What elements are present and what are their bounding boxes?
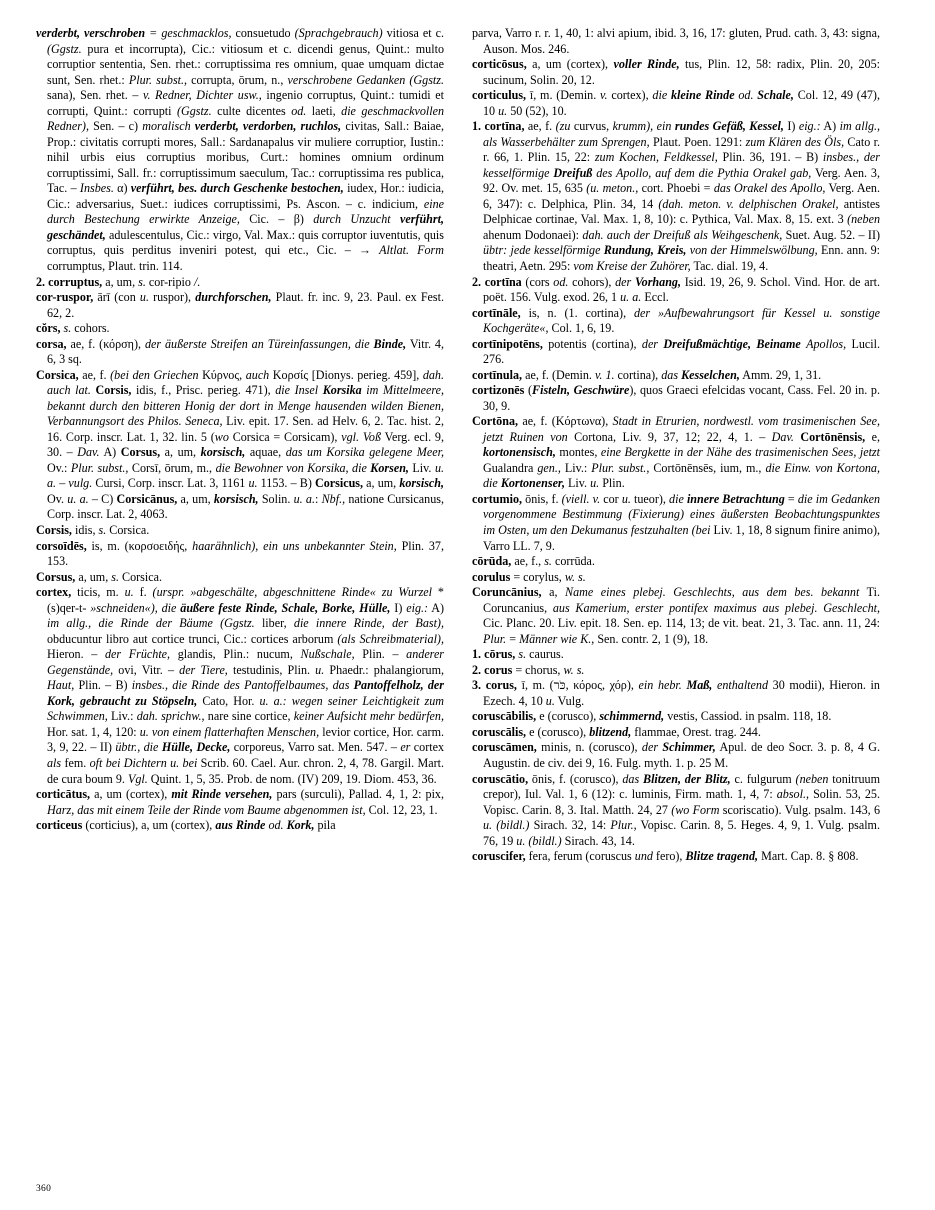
page-columns xyxy=(36,26,899,1161)
dictionary-entry: coruscālis, e (corusco), blitzend, flammae, Orest. trag. 244. xyxy=(472,724,761,739)
dictionary-entry: Cortōna, ae, f. (Κόρτωνα), Stadt in Etrurien, nordwestl. vom trasimenischen See, jetzt Ruinen von Cortona, Liv. 9, 37, 12; 22, 4, 1. – Dav. Cortōnēnsis, e, kortonensisch, montes, eine Bergkette in der Nähe des trasimenischen Sees, jetzt Gualandra gen., Liv.: Plur. subst., Cortōnēnsēs, ium, m., die Einw. von Kortona, die Kortonenser, Liv. u. Plin. xyxy=(472,414,881,491)
dictionary-entry: cortumio, ōnis, f. (viell. v. cor u. tueor), die innere Betrachtung = die im Gedanken vorgenommene Bestimmung (Fixierung) eines äußersten Beobachtungspunktes im Osten, um den Dekumanus festzuhalten (bei Liv. 1, 18, 8 signum finire animo), Varro LL. 7, 9. xyxy=(472,491,881,553)
dictionary-entry: coruscātio, ōnis, f. (corusco), das Blitzen, der Blitz, c. fulgurum (neben tonitruum crepor), Iul. Val. 1, 6 (12): c. luminis, Firm. math. 1, 4, 7: absol., Solin. 53, 25. Vopisc. Carin. 8, 3. Ital. Matth. 24, 27 (wo Form scoriscatio). Vulg. psalm. 143, 6 u. (bildl.) Sirach. 32, 14: Plur., Vopisc. Carin. 8, 5. Heges. 4, 9, 1. Vulg. psalm. 76, 19 u. (bildl.) Sirach. 43, 14. xyxy=(472,771,880,848)
page-number: 360 xyxy=(36,1184,52,1194)
dictionary-entry: coruscāmen, minis, n. (corusco), der Schimmer, Apul. de deo Socr. 3. p. 8, 4 G. Augustin. de civ. dei 9, 16. Fulg. myth. 1. p. 25 M. xyxy=(472,740,880,770)
dictionary-entry: 1. cōrus, s. caurus. xyxy=(472,647,564,662)
dictionary-entry: cortex, ticis, m. u. f. (urspr. »abgeschälte, abgeschnittene Rinde« zu Wurzel *(s)qer-t- »schneiden«), die äußere feste Rinde, Schale, Borke, Hülle, I) eig.: A) im allg., die Rinde der Bäume (Ggstz. liber, die innere Rinde, der Bast), obducuntur libro aut cortice trunci, Cic.: cortices arborum (als Schreibmaterial), Hieron. – der Früchte, glandis, Plin.: nucum, Nußschale, Plin. – anderer Gegenstände, ovi, Vitr. – der Tiere, testudinis, Plin. u. Phaedr.: phalangiorum, Haut, Plin. – B) insbes., die Rinde des Pantoffelbaumes, das Pantoffelholz, der Kork, gebraucht zu Stöpseln, Cato, Hor. u. a.: wegen seiner Leichtigkeit zum Schwimmen, Liv.: dah. sprichw., nare sine cortice, keiner Aufsicht mehr bedürfen, Hor. sat. 1, 4, 120: u. von einem flatterhaften Menschen, levior cortice, Hor. carm. 3, 9, 22. – II) übtr., die Hülle, Decke, corporeus, Varro sat. Men. 547. – er cortex als fem. oft bei Dichtern u. bei Scrib. 60. Cael. Aur. chron. 2, 4, 78. Gargil. Mart. de cura boum 9. Vgl. Quint. 1, 5, 35. Prob. de nom. (IV) 209, 19. Diom. 453, 36. xyxy=(36,585,445,786)
dictionary-entry: 2. corruptus, a, um, s. cor-ripio /. xyxy=(36,274,201,289)
dictionary-entry: corsoīdēs, is, m. (κορσοειδής, haarähnlich), ein uns unbekannter Stein, Plin. 37, 153. xyxy=(36,538,445,569)
dictionary-entry: cŏrs, s. cohors. xyxy=(36,321,110,336)
dictionary-entry: corulus = corylus, w. s. xyxy=(472,569,586,584)
dictionary-entry: coruscifer, fera, ferum (coruscus und fero), Blitze tragend, Mart. Cap. 8. § 808. xyxy=(472,849,859,864)
right-column xyxy=(472,26,880,865)
dictionary-entry: corticātus, a, um (cortex), mit Rinde versehen, pars (surculi), Pallad. 4, 1, 2: pix, Harz, das mit einem Teile der Rinde vom Baume abgenommen ist, Col. 12, 23, 1. xyxy=(36,787,444,817)
dictionary-entry: 2. corus = chorus, w. s. xyxy=(472,662,585,677)
dictionary-entry: Corsis, idis, s. Corsica. xyxy=(36,523,150,537)
dictionary-entry: corticeus (corticius), a, um (cortex), aus Rinde od. Kork, pila xyxy=(36,818,336,833)
dictionary-entry: cor-ruspor, ārī (con u. ruspor), durchforschen, Plaut. fr. inc. 9, 23. Paul. ex Fest. 62, 2. xyxy=(36,290,444,320)
dictionary-entry: cortīnipotēns, potentis (cortina), der Dreifußmächtige, Beiname Apollos, Lucil. 276. xyxy=(472,336,880,367)
dictionary-entry: cortīnula, ae, f. (Demin. v. 1. cortina), das Kesselchen, Amm. 29, 1, 31. xyxy=(472,367,822,382)
dictionary-entry: Corsica, ae, f. (bei den Griechen Κύρνος, auch Κορσίς [Dionys. perieg. 459], dah. auch lat. Corsis, idis, f., Prisc. perieg. 471), die Insel Korsika im Mittelmeere, bekannt durch den bitteren Honig der dort in Menge hausenden wilden Bienen, Verbannungsort des Philos. Seneca, Liv. epit. 17. Sen. ad Helv. 6, 2. Tac. hist. 2, 16. Corp. inscr. Lat. 1, 32. lin. 5 (wo Corsica = Corsicam), vgl. Voß Verg. ecl. 9, 30. – Dav. A) Corsus, a, um, korsisch, aquae, das um Korsika gelegene Meer, Ov.: Plur. subst., Corsī, ōrum, m., die Bewohner von Korsika, die Korsen, Liv. u. a. – vulg. Cursi, Corp. inscr. Lat. 3, 1161 u. 1153. – B) Corsicus, a, um, korsisch, Ov. u. a. – C) Corsicānus, a, um, korsisch, Solin. u. a.: Nbf., natione Cursicanus, Corp. inscr. Lat. 2, 4063. xyxy=(36,367,445,522)
dictionary-entry: Corsus, a, um, s. Corsica. xyxy=(36,569,162,584)
left-column xyxy=(36,26,444,834)
dictionary-entry: 2. cortīna (cors od. cohors), der Vorhang, Isid. 19, 26, 9. Schol. Vind. Hor. de art. poët. 156. Vulg. exod. 26, 1 u. a. Eccl. xyxy=(472,274,880,305)
dictionary-entry: parva, Varro r. r. 1, 40, 1: alvi apium, ibid. 3, 16, 17: gluten, Prud. cath. 3, 43: signa, Auson. Mos. 246. xyxy=(472,26,880,56)
dictionary-entry: corsa, ae, f. (κόρση), der äußerste Streifen an Türeinfassungen, die Binde, Vitr. 4, 6, 3 sq. xyxy=(36,336,444,367)
dictionary-entry: coruscābilis, e (corusco), schimmernd, vestis, Cassiod. in psalm. 118, 18. xyxy=(472,709,832,724)
dictionary-entry: 1. cortīna, ae, f. (zu curvus, krumm), ein rundes Gefäß, Kessel, I) eig.: A) im allg., als Wasserbehälter zum Sprengen, Plaut. Poen. 1291: zum Klären des Öls, Cato r. r. 66, 1. Plin. 15, 22: zum Kochen, Feldkessel, Plin. 36, 191. – B) insbes., der kesselförmige Dreifuß des Apollo, auf dem die Pythia Orakel gab, Verg. Aen. 3, 92. Ov. met. 15, 635 (u. meton., cort. Phoebi = das Orakel des Apollo, Verg. Aen. 6, 347): c. Delphica, Plin. 34, 14 (dah. meton. v. delphischen Orakel, antistes Delphicae cortinae, Val. Max. 1, 8, 10): c. Pythica, Val. Max. 8, 15. ext. 3 (neben ahenum Dodonaei): dah. auch der Dreifuß als Weihgeschenk, Suet. Aug. 52. – II) übtr: jede kesselförmige Rundung, Kreis, von der Himmelswölbung, Enn. ann. 9: theatri, Aetn. 295: vom Kreise der Zuhörer, Tac. dial. 19, 4. xyxy=(472,119,881,273)
dictionary-entry: cortizonēs (Fisteln, Geschwüre), quos Graeci efelcidas vocant, Cass. Fel. 20 in. p. 30, 9. xyxy=(472,383,880,413)
dictionary-entry: corticōsus, a, um (cortex), voller Rinde, tus, Plin. 12, 58: radix, Plin. 20, 205: sucinum, Solin. 20, 12. xyxy=(472,57,881,87)
dictionary-entry: Coruncānius, a, Name eines plebej. Geschlechts, aus dem bes. bekannt Ti. Coruncanius, aus Kamerium, erster pontifex maximus aus plebej. Geschlecht, Cic. Planc. 20. Liv. epit. 18. Sen. ep. 114, 13; de vit. beat. 21, 3. Tac. ann. 11, 24: Plur. = Männer wie K., Sen. contr. 2, 1 (9), 18. xyxy=(472,585,880,646)
dictionary-entry: cōrūda, ae, f., s. corrūda. xyxy=(472,554,595,569)
dictionary-entry: 3. corus, ī, m. (כֹּר, κόρος, χόρ), ein hebr. Maß, enthaltend 30 modii), Hieron. in Ezech. 4, 10 u. Vulg. xyxy=(472,678,880,708)
dictionary-entry: verderbt, verschroben = geschmacklos, consuetudo (Sprachgebrauch) vitiosa et c. (Ggstz. pura et incorrupta), Cic.: vitiosum et c. dicendi genus, Quint.: multo corruptior sententia, Sen. rhet.: corruptissima res omnium, quae umquam dictae sunt, Sen. rhet.: Plur. subst., corrupta, ōrum, n., verschrobene Gedanken (Ggstz. sana), Sen. rhet. – v. Redner, Dichter usw., ingenio corruptus, Quint.: tumidi et corrupti, Quint.: corrupti (Ggstz. culte dicentes od. laeti, die geschmackvollen Redner), Sen. – c) moralisch verderbt, verdorben, ruchlos, civitas, Sall.: Baiae, Prop.: civitatis corrupti mores, Sall.: Sardanapalus vir muliere corruptior, Iustin.: nihil urbis eius corruptius moribus, Curt.: homines omnium ordinum corruptissimi, Sall. fr.: corruptissimum saeculum, Tac.: corruptissima res publica, Tac. – Insbes. α) verführt, bes. durch Geschenke bestochen, iudex, Hor.: iudicia, Cic.: adversarius, Suet.: iudices corruptissimi, Ps. Ascon. – c. indicium, eine durch Bestechung erwirkte Anzeige, Cic. – β) durch Unzucht verführt, geschändet, adulescentulus, Cic.: virgo, Val. Max.: quis corruptor iuventutis, quis corruptus, quis perditus inveniri potest, qui etc., Cic. – → Altlat. Form corrumptus, Plaut. trin. 114. xyxy=(36,26,445,273)
dictionary-entry: corticulus, ī, m. (Demin. v. cortex), die kleine Rinde od. Schale, Col. 12, 49 (47), 10 u. 50 (52), 10. xyxy=(472,88,880,118)
dictionary-entry: cortīnāle, is, n. (1. cortina), der »Aufbewahrungsort für Kessel u. sonstige Kochgeräte«, Col. 1, 6, 19. xyxy=(472,305,880,336)
